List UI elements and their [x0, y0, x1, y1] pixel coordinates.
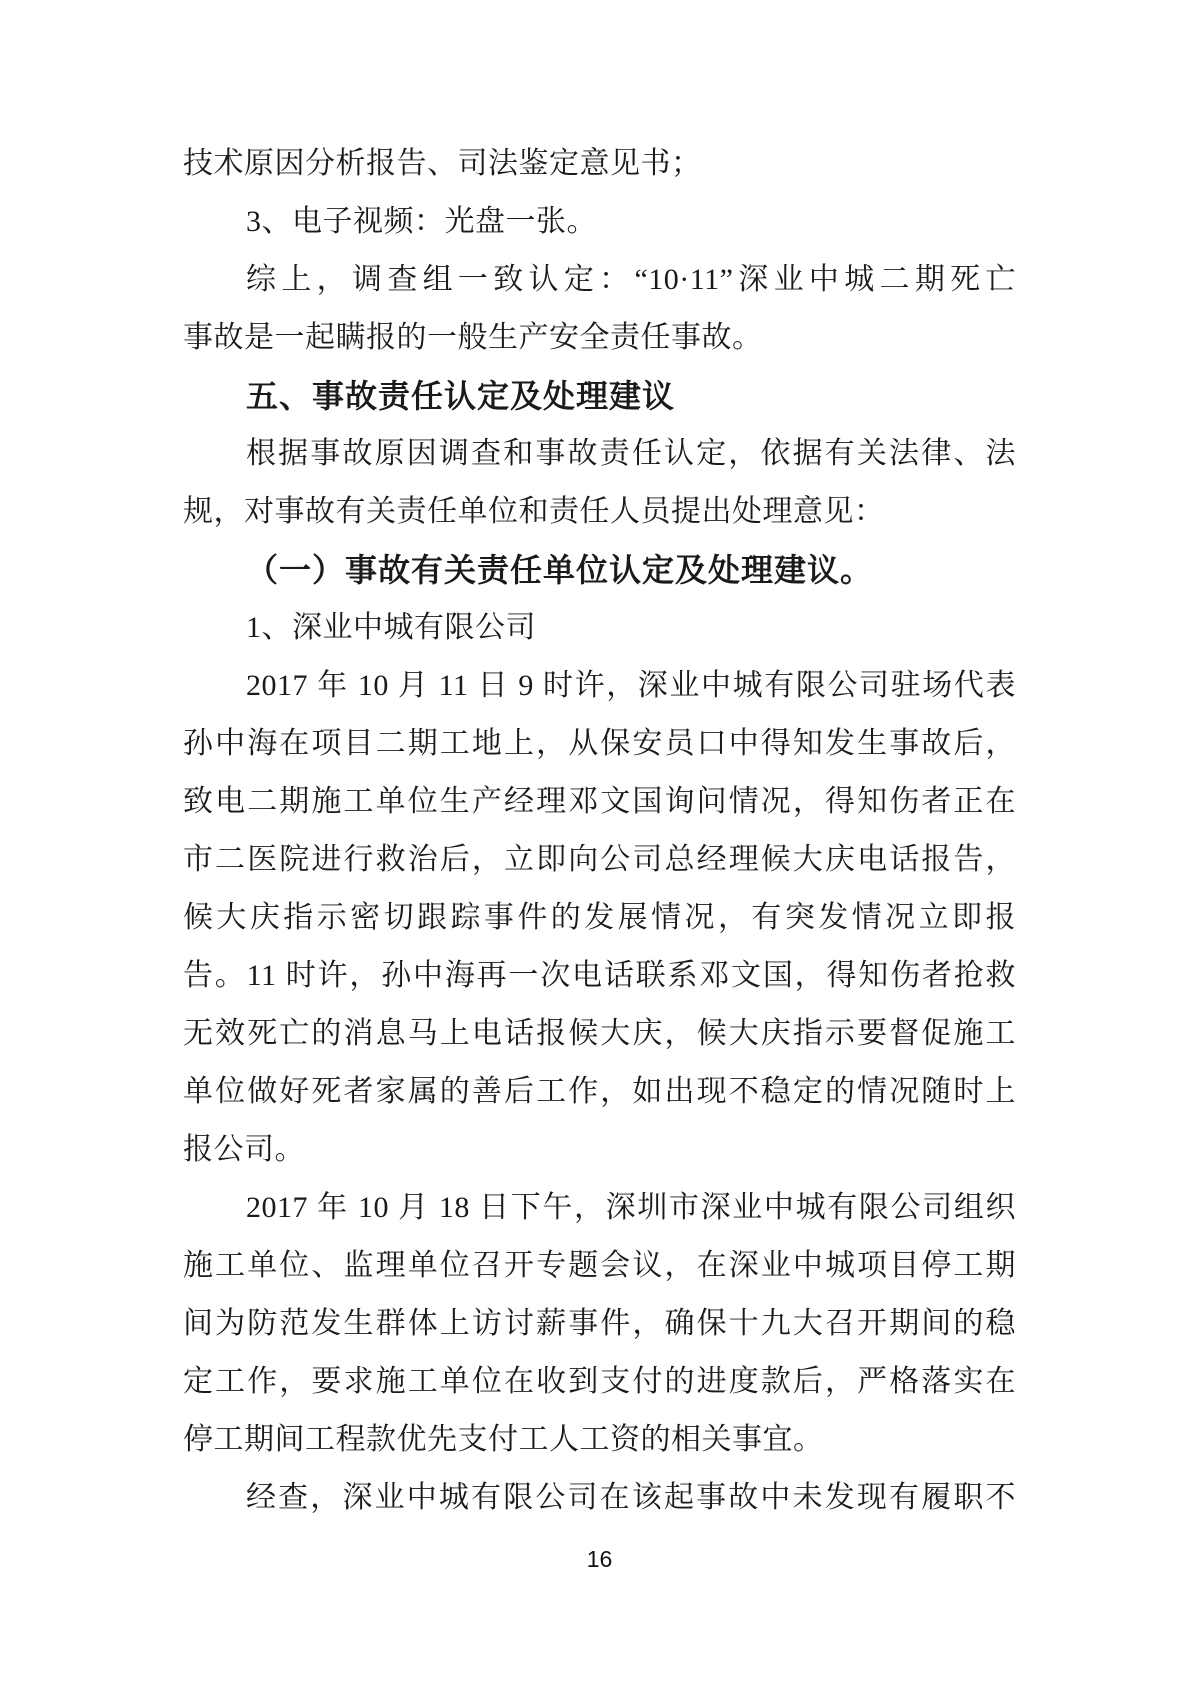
text-line: 报公司。 [183, 1133, 305, 1166]
text-line: 2017 年 10 月 18 日下午，深圳市深业中城有限公司组织 [246, 1191, 1016, 1224]
text-block [183, 135, 1016, 1527]
text-line: 规，对事故有关责任单位和责任人员提出处理意见： [183, 495, 885, 528]
text-line: 间为防范发生群体上访讨薪事件，确保十九大召开期间的稳 [183, 1307, 1016, 1340]
page-footer [0, 1546, 1199, 1573]
text-line: 无效死亡的消息马上电话报候大庆，候大庆指示要督促施工 [183, 1017, 1016, 1050]
text-line: 2017 年 10 月 11 日 9 时许，深业中城有限公司驻场代表 [246, 669, 1016, 702]
text-line: 根据事故原因调查和事故责任认定，依据有关法律、法 [246, 437, 1016, 470]
text-line: （一）事故有关责任单位认定及处理建议。 [246, 552, 874, 588]
text-line: 经查，深业中城有限公司在该起事故中未发现有履职不 [246, 1481, 1016, 1514]
text-line: 五、事故责任认定及处理建议 [246, 378, 676, 414]
text-line: 候大庆指示密切跟踪事件的发展情况，有突发情况立即报 [183, 901, 1016, 934]
text-line: 1、深业中城有限公司 [246, 611, 536, 644]
text-line: 告。11 时许，孙中海再一次电话联系邓文国，得知伤者抢救 [183, 959, 1016, 992]
text-line: 定工作，要求施工单位在收到支付的进度款后，严格落实在 [183, 1365, 1016, 1398]
text-line: 孙中海在项目二期工地上，从保安员口中得知发生事故后， [183, 727, 1016, 760]
text-line: 停工期间工程款优先支付工人工资的相关事宜。 [183, 1423, 824, 1456]
text-line: 单位做好死者家属的善后工作，如出现不稳定的情况随时上 [183, 1075, 1016, 1108]
text-line: 技术原因分析报告、司法鉴定意见书； [183, 147, 702, 180]
text-line: 事故是一起瞒报的一般生产安全责任事故。 [183, 321, 763, 354]
page-number: 16 [586, 1546, 613, 1572]
text-line: 市二医院进行救治后，立即向公司总经理候大庆电话报告， [183, 843, 1016, 876]
text-line: 致电二期施工单位生产经理邓文国询问情况，得知伤者正在 [183, 785, 1016, 818]
text-line: 综上，调查组一致认定：“10·11”深业中城二期死亡 [246, 263, 1016, 296]
text-line: 3、电子视频：光盘一张。 [246, 205, 597, 238]
text-line: 施工单位、监理单位召开专题会议，在深业中城项目停工期 [183, 1249, 1016, 1282]
